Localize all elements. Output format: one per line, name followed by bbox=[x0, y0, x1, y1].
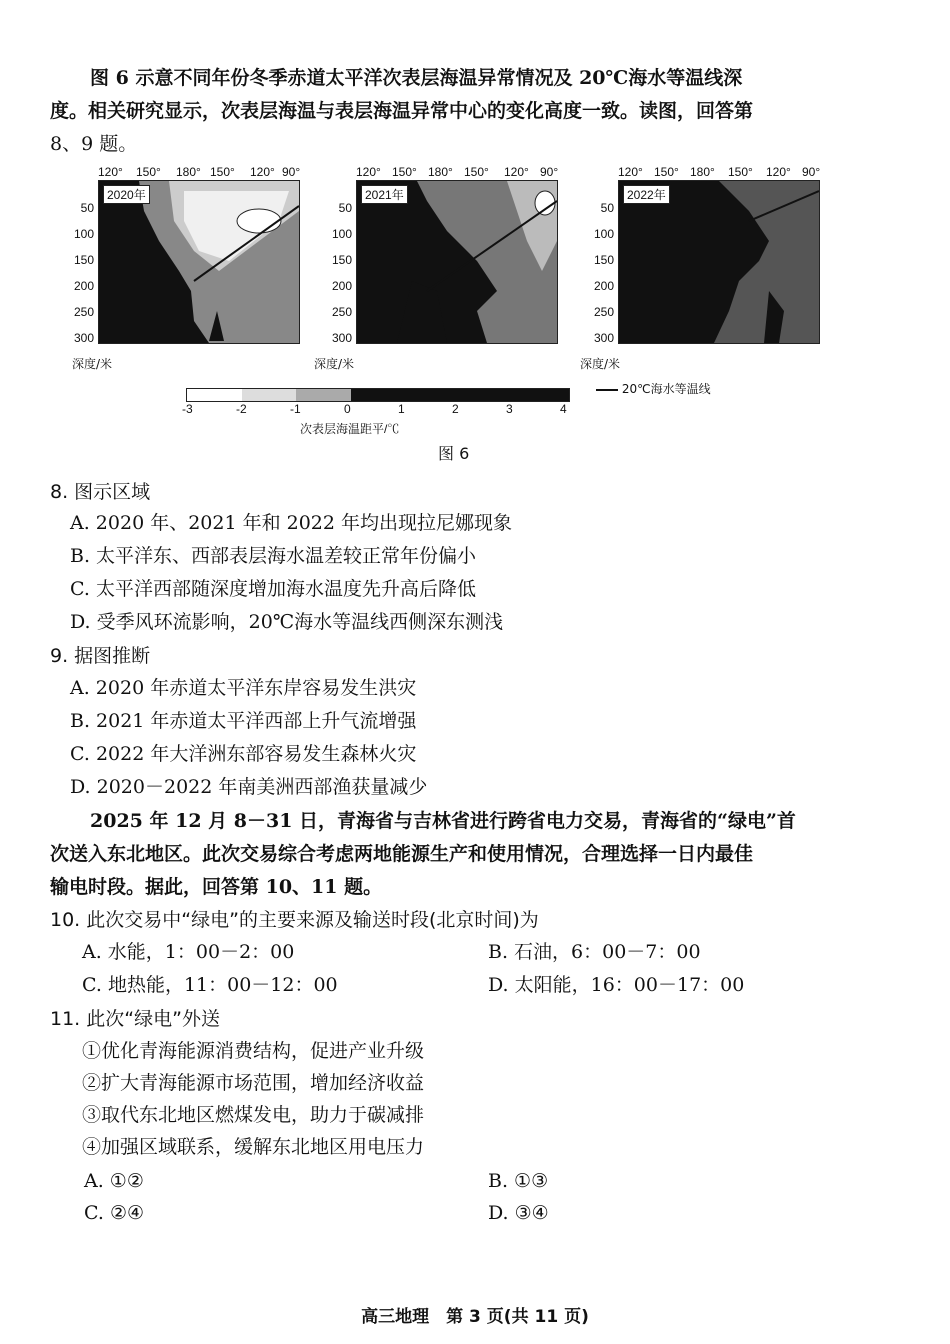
x-axis-ticks bbox=[618, 165, 828, 179]
y-tick: 300 bbox=[73, 331, 94, 345]
q11-statement-1: ①优化青海能源消费结构，促进产业升级 bbox=[82, 1040, 425, 1062]
x-tick: 150° bbox=[464, 165, 489, 179]
q9-option-b: B. 2021 年赤道太平洋西部上升气流增强 bbox=[70, 710, 417, 732]
q9-option-a: A. 2020 年赤道太平洋东岸容易发生洪灾 bbox=[70, 677, 417, 699]
colorbar-tick: 4 bbox=[560, 402, 567, 416]
colorbar-tick: 0 bbox=[344, 402, 351, 416]
x-tick: 120° bbox=[250, 165, 275, 179]
y-tick: 250 bbox=[593, 305, 614, 319]
x-tick: 120° bbox=[504, 165, 529, 179]
x-tick: 120° bbox=[618, 165, 643, 179]
x-tick: 150° bbox=[210, 165, 235, 179]
intro2-line-3: 输电时段。据此，回答第 10、11 题。 bbox=[50, 876, 383, 898]
colorbar-tick: -1 bbox=[290, 402, 301, 416]
q11-option-c: C. ②④ bbox=[84, 1202, 145, 1224]
y-tick: 150 bbox=[331, 253, 352, 267]
colorbar-segment bbox=[351, 389, 569, 401]
question-9-stem: 9. 据图推断 bbox=[50, 645, 151, 667]
x-tick: 120° bbox=[766, 165, 791, 179]
q10-option-b: B. 石油，6：00－7：00 bbox=[488, 941, 701, 963]
x-tick: 120° bbox=[356, 165, 381, 179]
x-axis-ticks bbox=[356, 165, 566, 179]
depth-axis-label: 深度/米 bbox=[580, 357, 621, 371]
x-tick: 150° bbox=[654, 165, 679, 179]
q8-option-a: A. 2020 年、2021 年和 2022 年均出现拉尼娜现象 bbox=[70, 512, 513, 534]
panel-2022 bbox=[580, 165, 830, 371]
figure-caption: 图 6 bbox=[438, 444, 470, 463]
colorbar-segment bbox=[242, 389, 297, 401]
y-tick: 200 bbox=[593, 279, 614, 293]
x-tick: 90° bbox=[282, 165, 301, 179]
colorbar-tick: 3 bbox=[506, 402, 513, 416]
colorbar-tick: -2 bbox=[236, 402, 247, 416]
q10-option-d: D. 太阳能，16：00－17：00 bbox=[488, 974, 745, 996]
x-tick: 180° bbox=[428, 165, 453, 179]
intro-line-2: 度。相关研究显示，次表层海温与表层海温异常中心的变化高度一致。读图，回答第 bbox=[50, 100, 754, 122]
q11-option-a: A. ①② bbox=[84, 1170, 144, 1192]
x-tick: 90° bbox=[540, 165, 559, 179]
x-tick: 180° bbox=[176, 165, 201, 179]
panel-2021 bbox=[314, 165, 568, 371]
x-tick: 150° bbox=[136, 165, 161, 179]
y-tick: 200 bbox=[331, 279, 352, 293]
q8-option-b: B. 太平洋东、西部表层海水温差较正常年份偏小 bbox=[70, 545, 477, 567]
colorbar-tick: 1 bbox=[398, 402, 405, 416]
anomaly-shading bbox=[357, 181, 557, 343]
intro-line-1: 图 6 示意不同年份冬季赤道太平洋次表层海温异常情况及 20℃海水等温线深 bbox=[90, 67, 743, 89]
y-tick: 150 bbox=[593, 253, 614, 267]
colorbar-tick: -3 bbox=[182, 402, 193, 416]
anomaly-map bbox=[618, 180, 820, 344]
legend-label: 20℃海水等温线 bbox=[621, 382, 711, 396]
y-tick: 250 bbox=[331, 305, 352, 319]
y-tick: 150 bbox=[73, 253, 94, 267]
x-tick: 150° bbox=[392, 165, 417, 179]
colorbar-segment bbox=[296, 389, 351, 401]
y-tick: 300 bbox=[593, 331, 614, 345]
colorbar-label: 次表层海温距平/℃ bbox=[300, 422, 400, 436]
anomaly-map bbox=[356, 180, 558, 344]
q11-statement-2: ②扩大青海能源市场范围，增加经济收益 bbox=[82, 1072, 425, 1094]
intro-line-3: 8、9 题。 bbox=[50, 133, 138, 155]
y-tick: 300 bbox=[331, 331, 352, 345]
panel-year-label: 2021年 bbox=[361, 185, 408, 204]
q8-option-c: C. 太平洋西部随深度增加海水温度先升高后降低 bbox=[70, 578, 476, 600]
x-axis-ticks bbox=[98, 165, 308, 179]
x-tick: 180° bbox=[690, 165, 715, 179]
q11-option-d: D. ③④ bbox=[488, 1202, 549, 1224]
anomaly-map bbox=[98, 180, 300, 344]
x-tick: 120° bbox=[98, 165, 123, 179]
y-tick: 100 bbox=[73, 227, 94, 241]
x-tick: 90° bbox=[802, 165, 821, 179]
question-8-stem: 8. 图示区域 bbox=[50, 481, 151, 503]
y-tick: 250 bbox=[73, 305, 94, 319]
colorbar-tick: 2 bbox=[452, 402, 459, 416]
panel-year-label: 2020年 bbox=[103, 185, 150, 204]
y-tick: 50 bbox=[338, 201, 352, 215]
question-10-stem: 10. 此次交易中“绿电”的主要来源及输送时段(北京时间)为 bbox=[50, 909, 539, 931]
panel-year-label: 2022年 bbox=[623, 185, 670, 204]
colorbar bbox=[186, 388, 570, 402]
x-tick: 150° bbox=[728, 165, 753, 179]
colorbar-segment bbox=[187, 389, 242, 401]
q9-option-c: C. 2022 年大洋洲东部容易发生森林火灾 bbox=[70, 743, 417, 765]
q8-option-d: D. 受季风环流影响，20℃海水等温线西侧深东测浅 bbox=[70, 611, 504, 633]
q11-option-b: B. ①③ bbox=[488, 1170, 549, 1192]
y-tick: 50 bbox=[600, 201, 614, 215]
q10-option-c: C. 地热能，11：00－12：00 bbox=[82, 974, 338, 996]
page-footer: 高三地理 第 3 页(共 11 页) bbox=[361, 1307, 589, 1327]
depth-axis-label: 深度/米 bbox=[314, 357, 355, 371]
intro2-line-2: 次送入东北地区。此次交易综合考虑两地能源生产和使用情况，合理选择一日内最佳 bbox=[50, 843, 754, 865]
y-tick: 100 bbox=[331, 227, 352, 241]
panel-2020 bbox=[60, 165, 310, 371]
y-tick: 200 bbox=[73, 279, 94, 293]
q11-statement-3: ③取代东北地区燃煤发电，助力于碳减排 bbox=[82, 1104, 425, 1126]
y-tick: 100 bbox=[593, 227, 614, 241]
q11-statement-4: ④加强区域联系，缓解东北地区用电压力 bbox=[82, 1136, 425, 1158]
anomaly-shading bbox=[619, 181, 819, 343]
question-11-stem: 11. 此次“绿电”外送 bbox=[50, 1008, 220, 1030]
depth-axis-label: 深度/米 bbox=[72, 357, 113, 371]
intro2-line-1: 2025 年 12 月 8－31 日，青海省与吉林省进行跨省电力交易，青海省的“绿电”首 bbox=[90, 810, 796, 832]
isotherm-legend bbox=[596, 380, 711, 397]
anomaly-shading bbox=[99, 181, 299, 343]
q10-option-a: A. 水能，1：00－2：00 bbox=[82, 941, 295, 963]
q9-option-d: D. 2020－2022 年南美洲西部渔获量减少 bbox=[70, 776, 428, 798]
isotherm-line-icon bbox=[596, 389, 618, 391]
y-tick: 50 bbox=[80, 201, 94, 215]
